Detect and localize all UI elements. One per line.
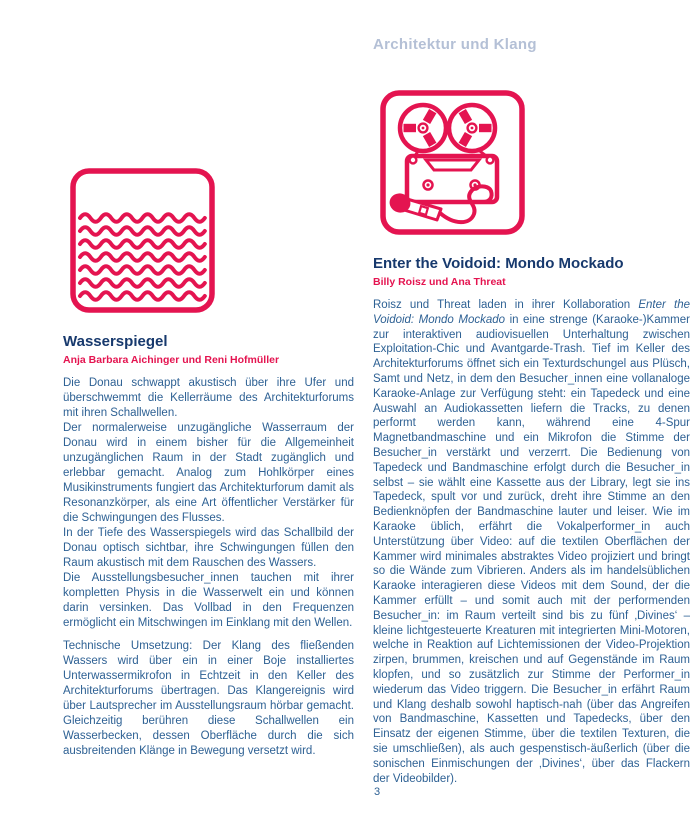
article-title: Enter the Voidoid: Mondo Mockado xyxy=(373,255,624,272)
article-body xyxy=(63,376,354,759)
article-authors: Anja Barbara Aichinger und Reni Hofmüller xyxy=(63,354,280,366)
article-authors: Billy Roisz und Ana Threat xyxy=(373,276,506,288)
work-title-italic: Enter the Voidoid: Mondo Mockado xyxy=(373,299,690,326)
paragraph: Der normalerweise unzugängliche Wasserraum der Donau wird in einem bisher für die Allgemeinheit unzugänglichen Raum in der Stadt zugänglich und erlebbar gemacht. Analog zum Hohlkörper eines Musikinstruments fungiert das Architekturforum damit als Resonanzkörper, als eine Art öffentlicher Verstärker für die Schwingungen des Flusses. xyxy=(63,422,354,524)
body-lead: Roisz und Threat laden in ihrer Kollaboration xyxy=(373,299,639,311)
article-wasserspiegel xyxy=(63,168,354,759)
article-body xyxy=(373,298,690,786)
tape-machine-icon xyxy=(380,90,525,235)
paragraph: Die Ausstellungsbesucher_innen tauchen mit ihrer kompletten Physis in die Wasserwelt ein und können darin versinken. Das Vollbad in den Frequenzen ermöglicht ein Mitschwingen im Einklang mit den Wellen. xyxy=(63,572,354,629)
article-voidoid xyxy=(373,90,690,786)
paragraph-technical: Technische Umsetzung: Der Klang des fließenden Wassers wird über ein in einer Boje installiertes Unterwassermikrofon in Echtzeit in den Keller des Architekturforums übertragen. Das Klangereignis wird über Lautsprecher im Ausstellungsraum hörbar gemacht. Gleichzeitig berühren diese Schallwellen ein Wasserbecken, dessen Oberfläche durch die sich ausbreitenden Klänge in Bewegung versetzt wird. xyxy=(63,640,354,757)
article-title: Wasserspiegel xyxy=(63,333,168,350)
page-header: Architektur und Klang xyxy=(373,36,537,53)
body-rest: in eine strenge (Karaoke-)Kammer zur interaktiven audiovisuellen Unterhaltung zwischen Exploitation-Chic und Avantgarde-Trash. Tief im Keller des Architekturforums öffnet sich ein Texturdschungel aus Plüsch, Samt und Netz, in dem den Besucher_innen eine vollanaloge Karaoke-Anlage zur Verfügung steht: ein Tapedeck und eine Auswahl an Audiokassetten liefern die Tracks, zu denen performt werden kann, während eine 4-Spur Magnetbandmaschine und ein Mikrofon die Stimme der Besucher_in verstärkt und verzerrt. Die Bedienung von Tapedeck und Bandmaschine erfolgt durch die Besucher_in selbst – sie wählt eine Kassette aus der Library, legt sie ins Tapedeck, spult vor und zurück, dreht ihre Stimme an den Bedienknöpfen der Bandmaschine lauter und leiser. Wie im Karaoke üblich, erfährt die Vokalperformer_in auch Unterstützung über Video: auf die textilen Oberflächen der Kammer wird minimales abstraktes Video projiziert und bringt so die Wände zum Vibrieren. Anders als im handelsüblichen Karaoke interagieren diese Videos mit dem Sound, der die Kammer erfüllt – und somit auch mit der performenden Besucher_in: im Raum verteilt sind bis zu fünf ‚Divines‘ – kleine lichtgesteuerte Kreaturen mit integrierten Mini-Motoren, welche in Reaktion auf Lichtemissionen der Video-Projektion zirpen, brummen, kreischen und auf Gegenstände im Raum klopfen, und so zusätzlich zur Stimme der Performer_in wiederum das Video triggern. Die Besucher_in erfährt Raum und Klang deshalb sowohl haptisch-nah (über das Angreifen von Bandmaschine, Kassetten und Tapedecks, über den Einsatz der eigenen Stimme, über die textilen Texturen, die sie umschließen), als auch gespenstisch-äußerlich (über die sonischen Einmischungen der ‚Divines‘, über das Flackern der Videobilder). xyxy=(373,313,690,785)
paragraph xyxy=(373,298,690,786)
paragraph: Die Donau schwappt akustisch über ihre Ufer und überschwemmt die Kellerräume des Architekturforums mit ihren Schallwellen. xyxy=(63,377,354,419)
water-waves-icon xyxy=(70,168,215,313)
paragraph: In der Tiefe des Wasserspiegels wird das Schallbild der Donau optisch sichtbar, ihre Schwingungen füllen den Raum akustisch mit dem Rauschen des Wassers. xyxy=(63,527,354,569)
page-number: 3 xyxy=(374,786,381,798)
